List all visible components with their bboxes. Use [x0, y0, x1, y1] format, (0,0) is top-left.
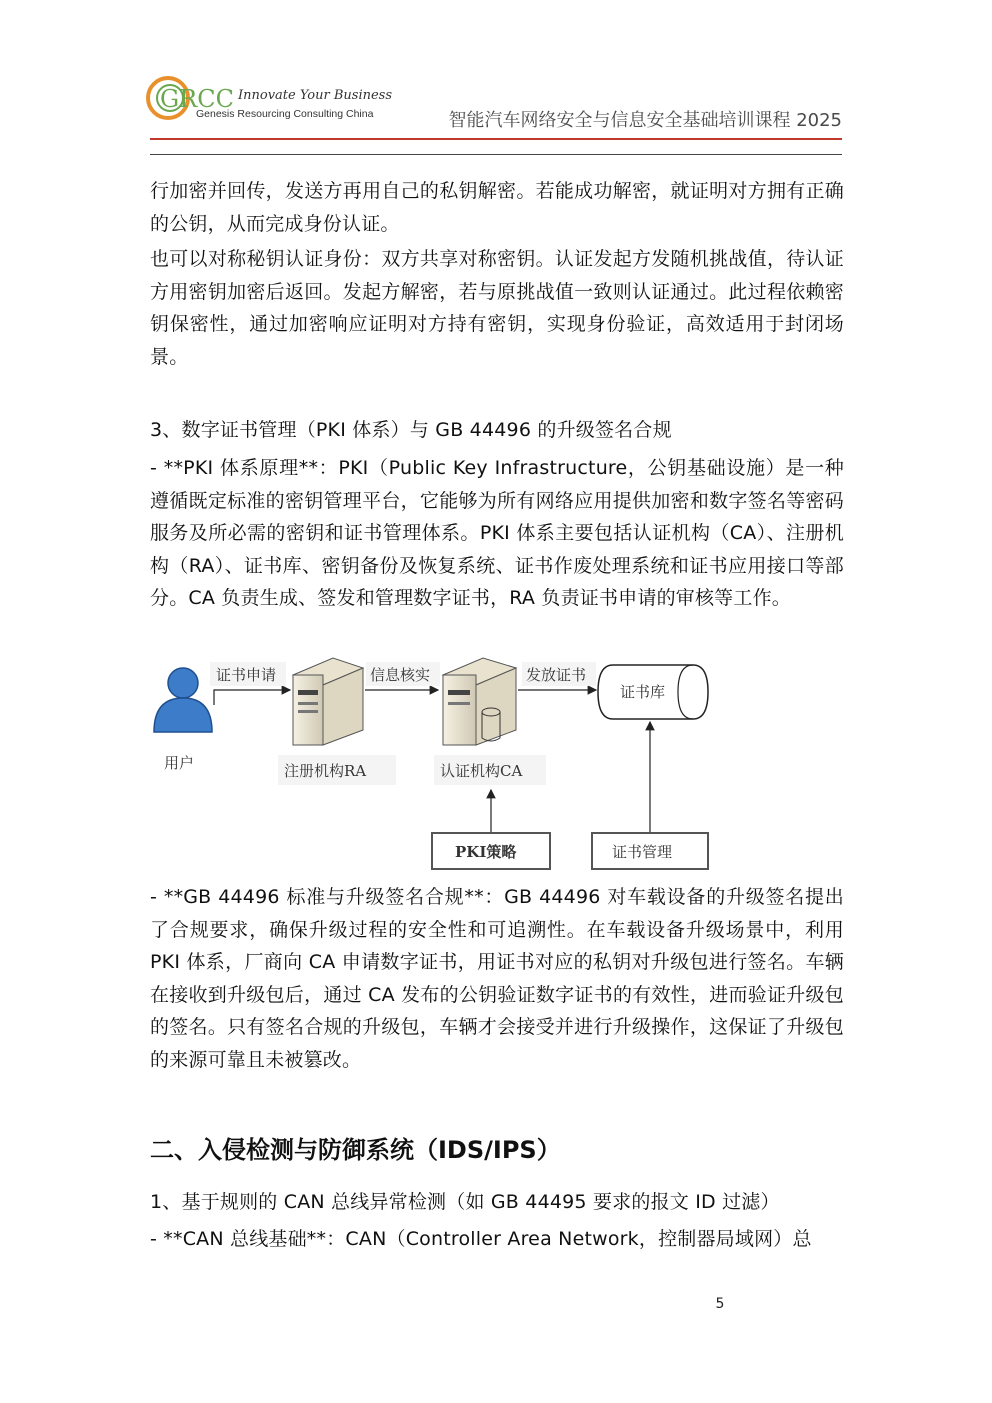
header-title: 智能汽车网络安全与信息安全基础培训课程 2025 — [448, 110, 842, 131]
logo-text: GRCC — [160, 85, 234, 113]
grcc-logo — [146, 72, 396, 124]
repository-label: 证书库 — [620, 683, 666, 701]
logo-company: Genesis Resourcing Consulting China — [196, 108, 374, 120]
ca-server-icon — [443, 658, 516, 745]
user-label: 用户 — [164, 754, 195, 772]
paragraph: - **GB 44496 标准与升级签名合规**：GB 44496 对车载设备的升级签名提出了合规要求，确保升级过程的安全性和可追溯性。在车载设备升级场景中，利用 PKI 体系，厂商向 CA 申请数字证书，用证书对应的私钥对升级包进行签名。车辆在接收到升级包后，通过 CA 发布的公钥验证数字证书的有效性，进而验证升级包的签名。只有签名合规的升级包，车辆才会接受并进行升级操作，这保证了升级包的来源可靠且未被篡改。 — [150, 886, 844, 1071]
ca-label: 认证机构CA — [440, 762, 523, 780]
user-icon — [154, 668, 212, 732]
cert-management-label: 证书管理 — [612, 843, 673, 861]
pki-policy-label: PKI策略 — [455, 843, 517, 861]
section-subheading: 3、数字证书管理（PKI 体系）与 GB 44496 的升级签名合规 — [150, 419, 672, 441]
arrow-verify-label: 信息核实 — [370, 666, 431, 684]
arrow-apply-label: 证书申请 — [216, 666, 277, 684]
paragraph: - **CAN 总线基础**：CAN（Controller Area Network，控制器局域网）总 — [150, 1228, 812, 1250]
section-heading: 二、入侵检测与防御系统（IDS/IPS） — [150, 1136, 561, 1164]
paragraph: 行加密并回传，发送方再用自己的私钥解密。若能成功解密，就证明对方拥有正确的公钥，从而完成身份认证。 — [150, 180, 844, 235]
ra-server-icon — [293, 658, 363, 745]
paragraph: - **PKI 体系原理**：PKI（Public Key Infrastructure，公钥基础设施）是一种遵循既定标准的密钥管理平台，它能够为所有网络应用提供加密和数字签名等密码服务及所必需的密钥和证书管理体系。PKI 体系主要包括认证机构（CA）、注册机构（RA）、证书库、密钥备份及恢复系统、证书作废处理系统和证书应用接口等部分。CA 负责生成、签发和管理数字证书，RA 负责证书申请的审核等工作。 — [150, 457, 844, 609]
header-accent-rule — [150, 138, 842, 140]
arrow-apply — [214, 690, 290, 705]
section-subheading: 1、基于规则的 CAN 总线异常检测（如 GB 44495 要求的报文 ID 过滤） — [150, 1191, 780, 1213]
header-divider — [150, 154, 842, 155]
pki-diagram — [148, 650, 718, 875]
arrow-issue-label: 发放证书 — [526, 666, 587, 684]
page-number: 5 — [715, 1296, 725, 1312]
logo-slogan: Innovate Your Business — [238, 88, 393, 103]
ra-label: 注册机构RA — [284, 762, 367, 780]
paragraph: 也可以对称秘钥认证身份：双方共享对称密钥。认证发起方发随机挑战值，待认证方用密钥加密后返回。发起方解密，若与原挑战值一致则认证通过。此过程依赖密钥保密性，通过加密响应证明对方持有密钥，实现身份验证，高效适用于封闭场景。 — [150, 248, 844, 368]
